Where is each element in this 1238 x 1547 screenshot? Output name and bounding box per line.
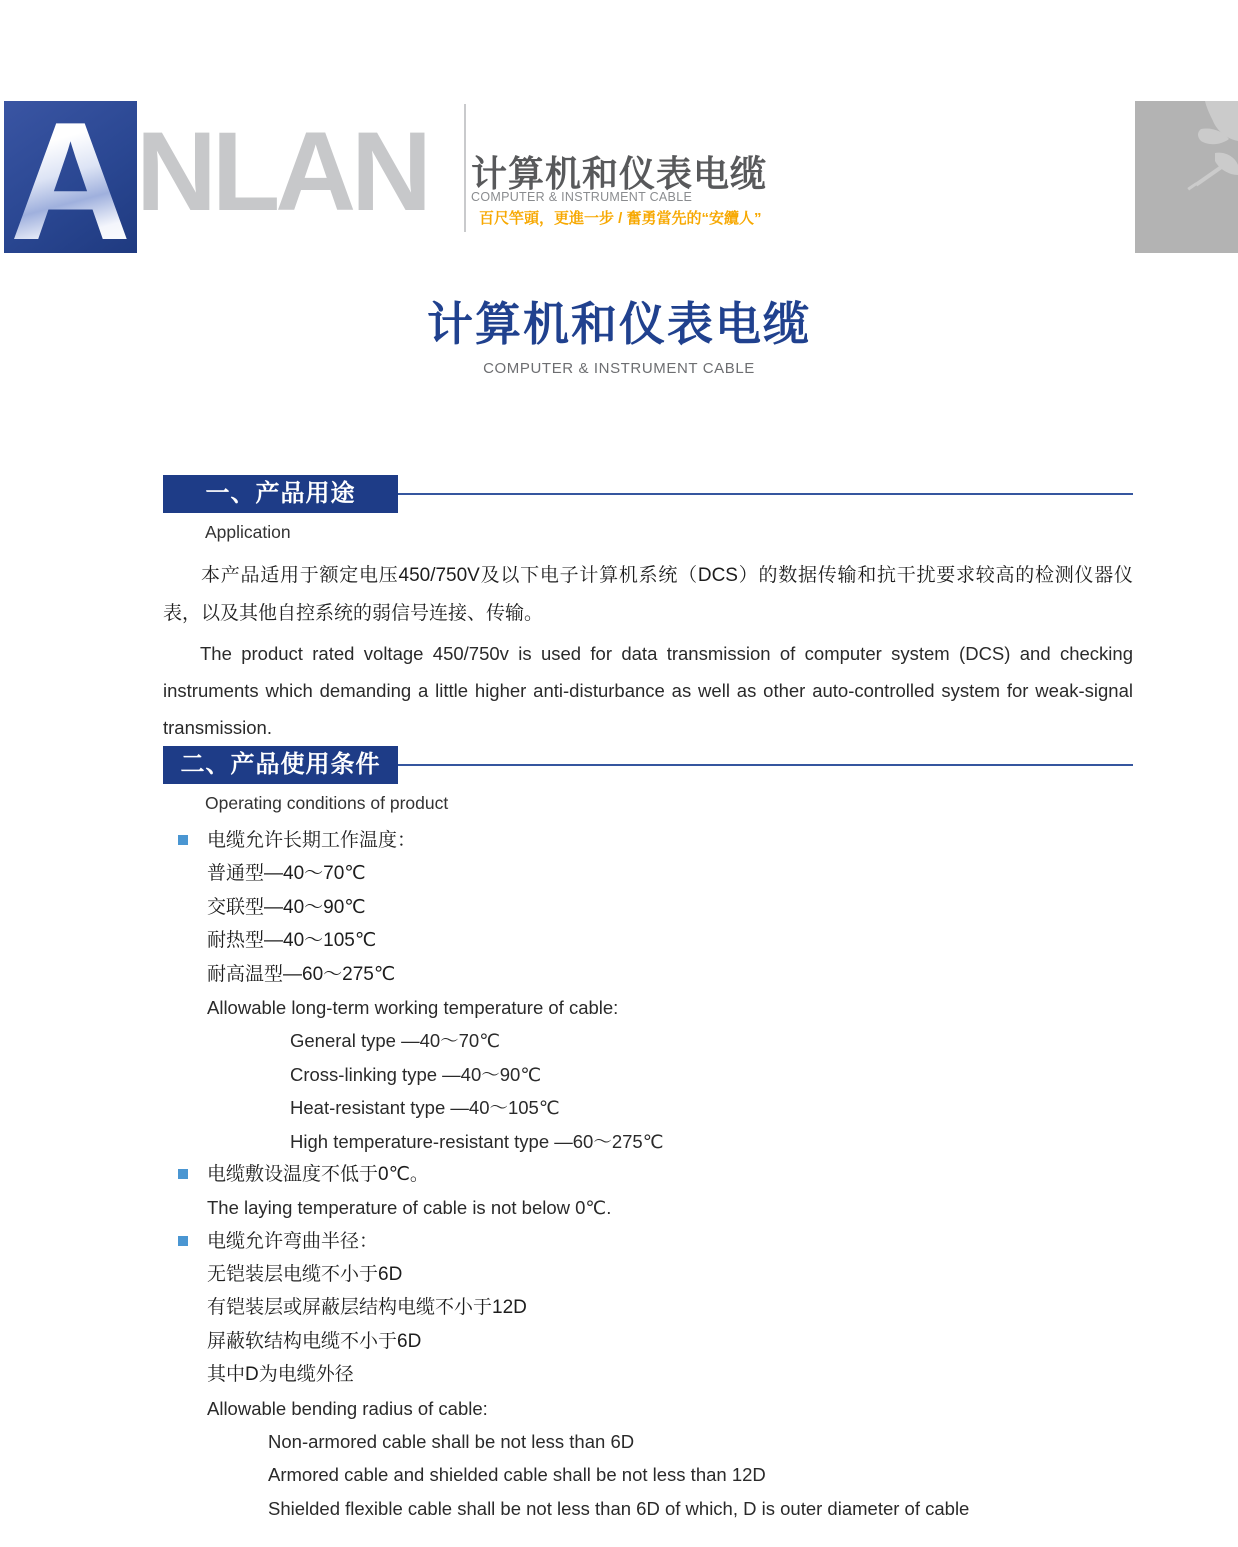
condition-line — [163, 1392, 1133, 1425]
bullet-square-icon — [178, 1169, 188, 1179]
header-slogan: 百尺竿頭，更進一步 / 奮勇當先的“安纜人” — [479, 210, 762, 227]
section2-heading-bar: 二、产品使用条件 — [163, 746, 398, 784]
condition-line — [163, 1291, 1133, 1324]
condition-text: Armored cable and shielded cable shall be not less than 12D — [268, 1464, 766, 1486]
condition-text: 电缆允许弯曲半径： — [207, 1230, 379, 1252]
header-product-subtitle: COMPUTER & INSTRUMENT CABLE — [471, 190, 693, 204]
condition-text: Non-armored cable shall be not less than 6D — [268, 1431, 635, 1453]
conditions-list — [163, 824, 1133, 1525]
bullet-square-icon — [178, 835, 188, 845]
decorative-photo — [1135, 101, 1238, 253]
condition-text: 耐热型—40～105℃ — [207, 930, 377, 952]
condition-text: 耐高温型—60～275℃ — [207, 963, 396, 985]
condition-line — [163, 1258, 1133, 1291]
condition-line — [163, 991, 1133, 1024]
condition-line — [163, 1191, 1133, 1224]
condition-text: High temperature-resistant type —60～275℃ — [290, 1130, 664, 1152]
condition-line — [163, 958, 1133, 991]
condition-line — [163, 1091, 1133, 1124]
leaf-branch-icon — [1135, 101, 1238, 253]
bullet-square-icon — [178, 1236, 188, 1246]
condition-text: The laying temperature of cable is not below 0℃. — [207, 1197, 612, 1219]
application-paragraph-zh: 本产品适用于额定电压450/750V及以下电子计算机系统（DCS）的数据传输和抗干扰要求较高的检测仪器仪表，以及其他自控系统的弱信号连接、传输。 — [163, 565, 1133, 624]
condition-line — [163, 1358, 1133, 1391]
condition-text: 其中D为电缆外径 — [207, 1364, 354, 1386]
condition-text: General type —40～70℃ — [290, 1030, 500, 1052]
page-subtitle: COMPUTER & INSTRUMENT CABLE — [483, 360, 755, 377]
logo-letter-a: A — [9, 87, 132, 275]
section1-heading-rule — [398, 493, 1133, 495]
section1-heading-english: Application — [205, 522, 291, 542]
condition-text: Shielded flexible cable shall be not less than 6D of which, D is outer diameter of cable — [268, 1497, 970, 1519]
page-header — [0, 0, 1238, 275]
condition-line — [163, 824, 1133, 857]
condition-line — [163, 857, 1133, 890]
anlan-logo-mark — [4, 87, 137, 275]
condition-text: 普通型—40～70℃ — [207, 863, 366, 885]
condition-text: Cross-linking type —40～90℃ — [290, 1063, 542, 1085]
condition-text: 交联型—40～90℃ — [207, 896, 366, 918]
section1-heading — [163, 475, 1133, 513]
logo-letters-nlan: NLAN — [136, 109, 428, 234]
section2-heading-english: Operating conditions of product — [205, 793, 449, 813]
section2-heading-rule — [398, 764, 1133, 766]
header-product-title: 计算机和仪表电缆 — [471, 153, 768, 194]
condition-text: Heat-resistant type —40～105℃ — [290, 1097, 560, 1119]
condition-line — [163, 1458, 1133, 1491]
application-paragraph-en: The product rated voltage 450/750v is used for data transmission of computer system (DCS) and checking instruments which demanding a little higher anti-disturbance as well as other auto-controlled system for weak-signal transmission. — [163, 643, 1133, 738]
section2-heading — [163, 746, 1133, 784]
condition-line — [163, 1158, 1133, 1191]
condition-text: 无铠装层电缆不小于6D — [207, 1264, 403, 1286]
condition-text: 屏蔽软结构电缆不小于6D — [207, 1330, 422, 1352]
condition-line — [163, 1024, 1133, 1057]
document-title-block — [0, 297, 1238, 378]
section-operating-conditions — [163, 746, 1133, 1525]
condition-line — [163, 924, 1133, 957]
condition-line — [163, 891, 1133, 924]
content-column — [0, 475, 1238, 1525]
condition-text: 电缆允许长期工作温度： — [207, 830, 417, 851]
condition-line — [163, 1425, 1133, 1458]
condition-text: 有铠装层或屏蔽层结构电缆不小于12D — [207, 1297, 527, 1319]
header-divider — [464, 104, 466, 232]
condition-text: Allowable long-term working temperature of cable: — [207, 996, 619, 1018]
condition-text: Allowable bending radius of cable: — [207, 1397, 488, 1419]
section-application — [163, 475, 1133, 746]
condition-line — [163, 1058, 1133, 1091]
section1-heading-bar: 一、产品用途 — [163, 475, 398, 513]
condition-line — [163, 1225, 1133, 1258]
condition-line — [163, 1125, 1133, 1158]
condition-text: 电缆敷设温度不低于0℃。 — [207, 1163, 429, 1185]
condition-line — [163, 1492, 1133, 1525]
condition-line — [163, 1325, 1133, 1358]
page-title: 计算机和仪表电缆 — [427, 298, 811, 350]
